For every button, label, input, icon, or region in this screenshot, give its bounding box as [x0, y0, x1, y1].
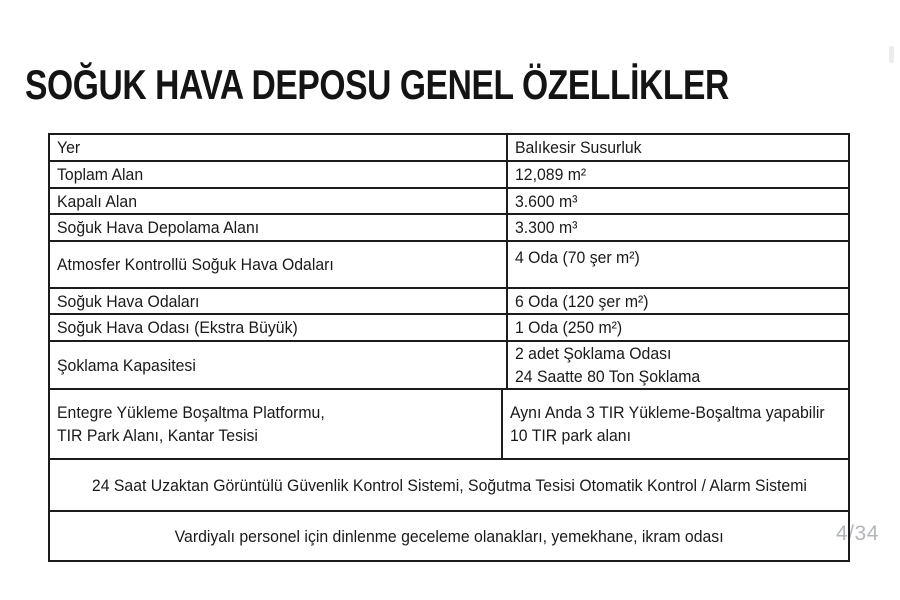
- table-row-spanning: [50, 460, 848, 512]
- table-row: [50, 189, 848, 215]
- row-value: 2 adet Şoklama Odası 24 Saatte 80 Ton Şoklama: [515, 344, 701, 386]
- row-span-text: 24 Saat Uzaktan Görüntülü Güvenlik Kontrol Sistemi, Soğutma Tesisi Otomatik Kontrol / Alarm Sistemi: [91, 475, 807, 495]
- row-value: 12,089 m²: [515, 165, 587, 184]
- row-value: 6 Oda (120 şer m²): [515, 291, 649, 311]
- table-row: [50, 135, 848, 162]
- page-number: 4/34: [836, 522, 879, 545]
- row-label: Şoklama Kapasitesi: [50, 342, 508, 388]
- table-row-spanning: [50, 512, 848, 560]
- table-row: [50, 242, 848, 289]
- features-table: [48, 133, 850, 562]
- row-label: Atmosfer Kontrollü Soğuk Hava Odaları: [50, 242, 508, 287]
- scrollbar-thumb[interactable]: [889, 46, 894, 63]
- row-label: Toplam Alan: [50, 162, 508, 187]
- table-row: [50, 390, 848, 460]
- row-value: 1 Oda (250 m²): [515, 318, 623, 337]
- table-row: [50, 162, 848, 189]
- row-value: Aynı Anda 3 TIR Yükleme-Boşaltma yapabilir 10 TIR park alanı: [509, 403, 825, 445]
- row-value: 3.300 m³: [515, 218, 578, 237]
- row-value: 4 Oda (70 şer m²): [515, 248, 640, 267]
- row-label: Soğuk Hava Odaları: [50, 289, 508, 313]
- row-label: Yer: [50, 135, 508, 160]
- row-label: Entegre Yükleme Boşaltma Platformu, TIR Park Alanı, Kantar Tesisi: [50, 390, 503, 458]
- slide-title: SOĞUK HAVA DEPOSU GENEL ÖZELLİKLER: [25, 61, 729, 108]
- row-value: Balıkesir Susurluk: [515, 138, 642, 157]
- row-label: Soğuk Hava Odası (Ekstra Büyük): [50, 315, 508, 340]
- table-row: [50, 289, 848, 315]
- table-row: [50, 315, 848, 342]
- row-label: Kapalı Alan: [50, 189, 508, 213]
- row-value: 3.600 m³: [515, 191, 578, 211]
- row-label: Soğuk Hava Depolama Alanı: [50, 215, 508, 240]
- row-span-text: Vardiyalı personel için dinlenme geceleme olanakları, yemekhane, ikram odası: [174, 526, 724, 546]
- table-row: [50, 215, 848, 242]
- table-row: [50, 342, 848, 390]
